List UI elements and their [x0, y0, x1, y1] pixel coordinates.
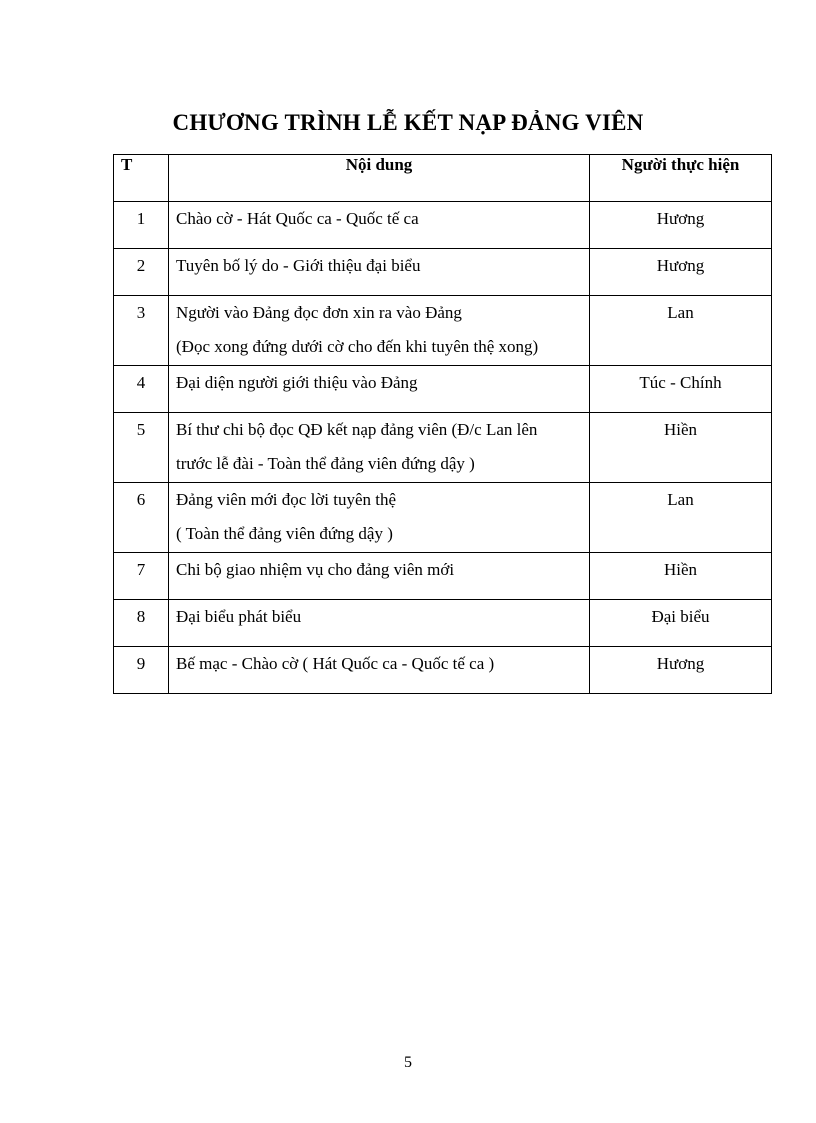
- row-content: [169, 366, 590, 413]
- document-title: CHƯƠNG TRÌNH LỄ KẾT NẠP ĐẢNG VIÊN: [172, 110, 644, 135]
- table-row: [114, 600, 772, 647]
- row-person: Lan: [590, 296, 772, 366]
- row-person: Hiền: [590, 553, 772, 600]
- row-content: [169, 483, 590, 553]
- row-content: [169, 647, 590, 694]
- program-table: [113, 154, 772, 694]
- table-row: [114, 296, 772, 366]
- content-line: Bế mạc - Chào cờ ( Hát Quốc ca - Quốc tế ca ): [176, 654, 495, 673]
- content-line: Chi bộ giao nhiệm vụ cho đảng viên mới: [176, 560, 455, 579]
- row-content: [169, 600, 590, 647]
- row-content: [169, 202, 590, 249]
- row-content: [169, 249, 590, 296]
- content-line: Đảng viên mới đọc lời tuyên thệ: [176, 490, 397, 509]
- row-content: [169, 553, 590, 600]
- table-row: [114, 647, 772, 694]
- table-row: [114, 553, 772, 600]
- header-content: Nội dung: [169, 155, 590, 202]
- row-person: Đại biểu: [590, 600, 772, 647]
- content-line: Tuyên bố lý do - Giới thiệu đại biểu: [176, 256, 421, 275]
- content-line: Chào cờ - Hát Quốc ca - Quốc tế ca: [176, 209, 419, 228]
- row-person: Túc - Chính: [590, 366, 772, 413]
- header-person: Người thực hiện: [590, 155, 772, 202]
- table-header-row: [114, 155, 772, 202]
- table-row: [114, 483, 772, 553]
- content-line: ( Toàn thể đảng viên đứng dậy ): [176, 524, 393, 543]
- row-number: 8: [114, 600, 169, 647]
- row-person: Hiền: [590, 413, 772, 483]
- row-content: [169, 413, 590, 483]
- table-row: [114, 202, 772, 249]
- table-row: [114, 366, 772, 413]
- row-number: 7: [114, 553, 169, 600]
- row-person: Lan: [590, 483, 772, 553]
- row-number: 5: [114, 413, 169, 483]
- content-line: trước lễ đài - Toàn thể đảng viên đứng dậy ): [176, 454, 475, 473]
- content-line: Người vào Đảng đọc đơn xin ra vào Đảng: [176, 303, 462, 322]
- content-line: Đại diện người giới thiệu vào Đảng: [176, 373, 418, 392]
- row-number: 2: [114, 249, 169, 296]
- row-number: 6: [114, 483, 169, 553]
- table-row: [114, 249, 772, 296]
- page-number: 5: [404, 1054, 412, 1071]
- header-number: T: [114, 155, 169, 202]
- row-number: 4: [114, 366, 169, 413]
- row-number: 3: [114, 296, 169, 366]
- content-line: Đại biểu phát biểu: [176, 607, 302, 626]
- row-number: 9: [114, 647, 169, 694]
- row-person: Hương: [590, 249, 772, 296]
- table-row: [114, 413, 772, 483]
- row-content: [169, 296, 590, 366]
- content-line: Bí thư chi bộ đọc QĐ kết nạp đảng viên (Đ/c Lan lên: [176, 420, 538, 439]
- row-person: Hương: [590, 202, 772, 249]
- content-line: (Đọc xong đứng dưới cờ cho đến khi tuyên thệ xong): [176, 337, 539, 356]
- row-person: Hương: [590, 647, 772, 694]
- row-number: 1: [114, 202, 169, 249]
